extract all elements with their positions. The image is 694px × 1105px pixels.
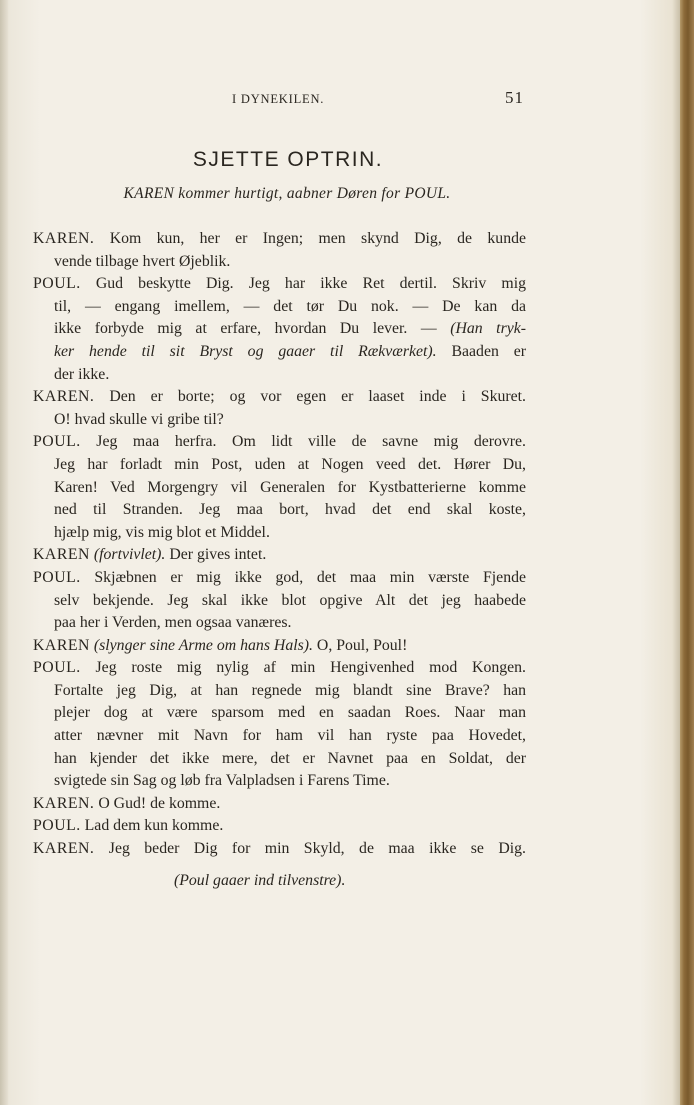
line-text: Jeg har forladt min Post, uden at Nogen veed det. Hører Du,: [54, 455, 526, 473]
speaker-name: KAREN.: [33, 230, 95, 247]
line-text: ned til Stranden. Jeg maa bort, hvad det end skal koste,: [54, 501, 526, 519]
line-text: hjælp mig, vis mig blot et Middel.: [54, 523, 270, 541]
scene-title: SJETTE OPTRIN.: [192, 148, 384, 171]
book-edge: [680, 0, 694, 1105]
dialogue-line: [33, 590, 526, 613]
dialogue-line: [33, 725, 526, 748]
line-text: atter nævner mit Navn for ham vil han ryste paa Hovedet,: [54, 727, 526, 745]
dialogue-line: [33, 680, 526, 703]
line-text: plejer dog at være sparsom med en saadan Roes. Naar man: [54, 704, 526, 722]
dialogue-line: [33, 635, 526, 658]
line-text: Fortalte jeg Dig, at han regnede mig blandt sine Brave? han: [54, 681, 526, 699]
dialogue-line: [33, 386, 526, 409]
line-text: Lad dem kun komme.: [84, 817, 224, 835]
line-text: paa her i Verden, men ogsaa vanæres.: [54, 614, 292, 632]
line-text: svigtede sin Sag og løb fra Valpladsen i Farens Time.: [54, 772, 390, 790]
dialogue-line: [33, 431, 526, 454]
line-text: Kom kun, her er Ingen; men skynd Dig, de kunde: [109, 230, 526, 247]
stage-direction: (Han tryk-: [450, 320, 526, 338]
scene-stage-direction: KAREN kommer hurtigt, aabner Døren for POUL.: [123, 185, 451, 202]
dialogue-line: [33, 702, 526, 725]
exit-stage-direction: (Poul gaaer ind tilvenstre).: [174, 872, 346, 889]
dialogue-line: [33, 273, 526, 296]
line-text: Karen! Ved Morgengry vil Generalen for Kystbatterierne komme: [54, 478, 526, 496]
dialogue-line: [33, 296, 526, 319]
stage-direction: ker hende til sit Bryst og gaaer til Rækværket).: [54, 342, 437, 360]
speaker-name: KAREN.: [33, 388, 95, 406]
line-text: ikke forbyde mig at erfare, hvordan Du lever. —: [54, 320, 437, 338]
speaker-name: POUL.: [33, 568, 81, 586]
speaker-name: POUL.: [33, 659, 81, 677]
dialogue-line: [33, 748, 526, 771]
stage-direction: (slynger sine Arme om hans Hals).: [93, 636, 313, 654]
speaker-name: POUL.: [33, 275, 81, 293]
dialogue-line: [33, 522, 526, 545]
dialogue-line: [33, 612, 526, 635]
line-text: vende tilbage hvert Øjeblik.: [54, 252, 231, 270]
speaker-name: KAREN: [33, 636, 90, 654]
line-text: Der gives intet.: [169, 546, 267, 564]
speaker-name: POUL.: [33, 817, 81, 835]
line-text: O! hvad skulle vi gribe til?: [54, 410, 224, 428]
line-text: til, — engang imellem, — det tør Du nok. — De kan da: [54, 297, 526, 315]
line-text: Den er borte; og vor egen er laaset inde i Skuret.: [109, 388, 526, 406]
page-header: [0, 88, 694, 112]
line-text: O, Poul, Poul!: [316, 636, 408, 654]
dialogue-line: [33, 657, 526, 680]
dialogue-line: [33, 838, 526, 861]
dialogue-line: [33, 341, 526, 364]
speaker-name: KAREN.: [33, 840, 95, 858]
running-head: I DYNEKILEN.: [232, 92, 325, 106]
speaker-name: POUL.: [33, 433, 81, 451]
dialogue-line: [33, 477, 526, 500]
dialogue-line: [33, 364, 526, 387]
page-number: 51: [505, 88, 524, 107]
dialogue-line: [33, 228, 526, 251]
dialogue-line: [33, 251, 526, 274]
line-text: O Gud! de komme.: [98, 794, 221, 812]
line-text: Jeg maa herfra. Om lidt ville de savne mig derovre.: [96, 433, 527, 451]
dialogue-line: [33, 499, 526, 522]
line-text: Baaden er: [451, 342, 526, 360]
dialogue-line: [33, 318, 526, 341]
line-text: Skjæbnen er mig ikke god, det maa min værste Fjende: [94, 568, 526, 586]
line-text: Jeg beder Dig for min Skyld, de maa ikke se Dig.: [108, 840, 526, 858]
speaker-name: KAREN.: [33, 794, 95, 812]
speaker-name: KAREN: [33, 546, 90, 564]
dialogue-line: [33, 793, 526, 816]
dialogue-line: [33, 544, 526, 567]
dialogue-line: [33, 567, 526, 590]
line-text: der ikke.: [54, 365, 110, 383]
stage-direction: (fortvivlet).: [93, 546, 166, 564]
dialogue-text: [33, 228, 526, 861]
dialogue-line: [33, 409, 526, 432]
dialogue-line: [33, 815, 526, 838]
dialogue-line: [33, 454, 526, 477]
line-text: Jeg roste mig nylig af min Hengivenhed mod Kongen.: [95, 659, 526, 677]
line-text: selv bekjende. Jeg skal ikke blot opgive Alt det jeg haabede: [54, 591, 526, 609]
line-text: Gud beskytte Dig. Jeg har ikke Ret dertil. Skriv mig: [95, 275, 526, 293]
dialogue-line: [33, 770, 526, 793]
line-text: han kjender det ikke mere, det er Navnet paa en Soldat, der: [54, 749, 526, 767]
